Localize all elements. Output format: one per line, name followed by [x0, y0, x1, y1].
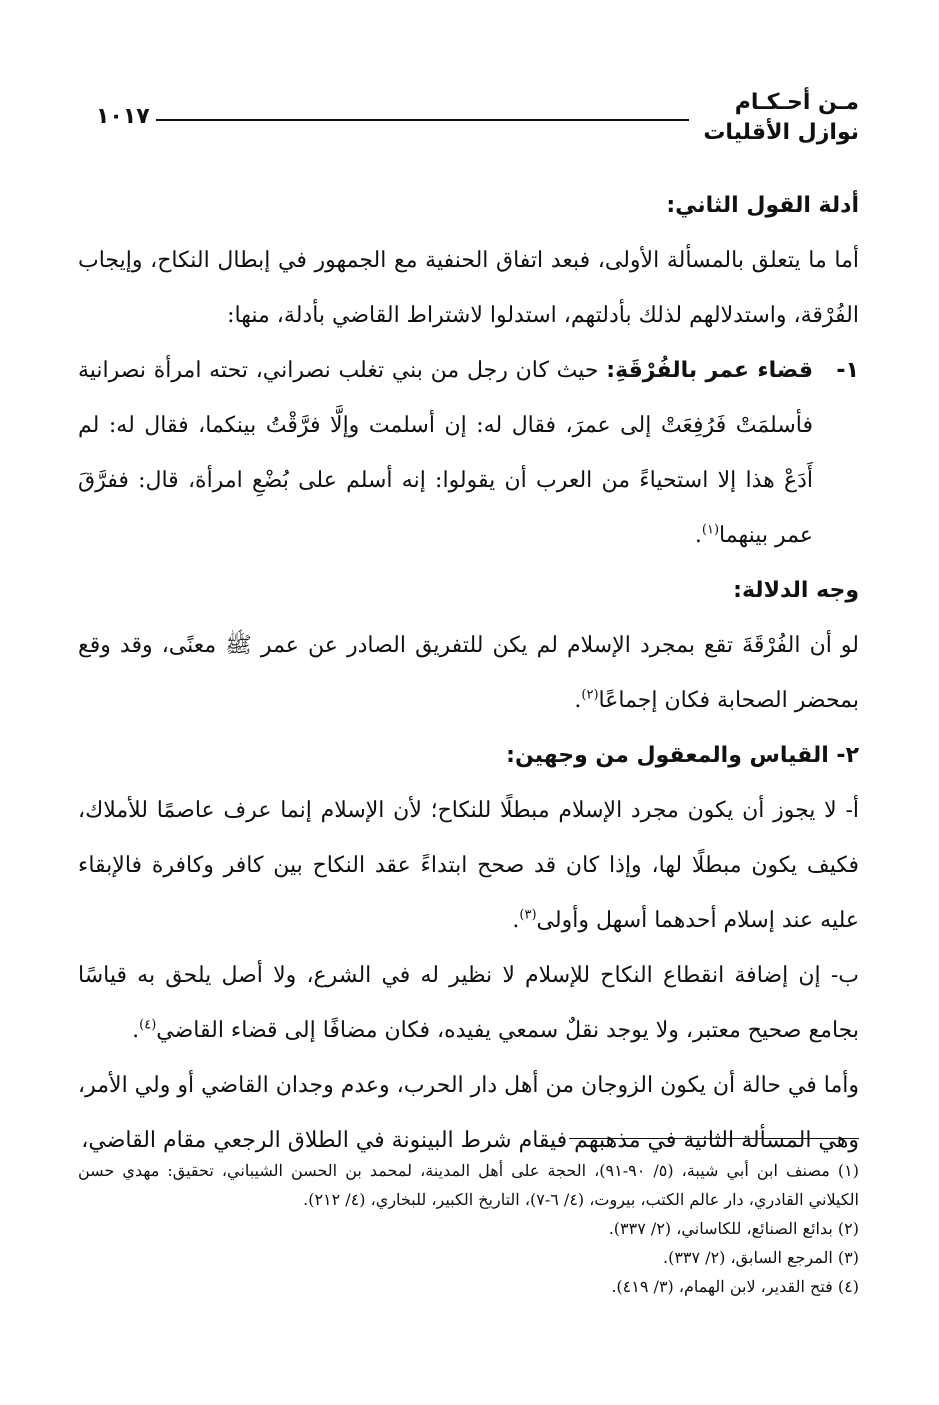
evidence-item: ١- قضاء عمر بالفُرْقَةِ: حيث كان رجل من بني تغلب نصراني، تحته امرأة نصرانية فأسلمَتْ فَرُفِعَتْ إلى عمرَ، فقال له: إن أسلمت وإلَّا فرَّقْتُ بينكما، فقال له: لم أَدَعْ هذا إلا استحياءً من العرب أن يقولوا: إنه أسلم على بُضْعِ امرأة، قال: ففرَّقَ عمر بينهما$^{(١)}$.: [78, 343, 859, 563]
paragraph-text: ب- إن إضافة انقطاع النكاح للإسلام لا نظير له في الشرع، ولا أصل يلحق به قياسًا بجامع صحيح معتبر، ولا يوجد نقلٌ سمعي يفيده، فكان مضافًا إلى قضاء القاضي: [78, 963, 859, 1043]
footnote: (٣) المرجع السابق، (٢/ ٣٣٧).: [662, 1248, 859, 1267]
header-rule: [156, 119, 689, 121]
footnotes: [78, 1156, 859, 1301]
paragraph-text: أ- لا يجوز أن يكون مجرد الإسلام مبطلًا للنكاح؛ لأن الإسلام إنما عرف عاصمًا للأملاك، فكيف يكون مبطلًا لها، وإذا كان قد صحح ابتداءً عقد النكاح بين كافر وكافرة فالإبقاء عليه عند إسلام أحدهما أسهل وأولى: [78, 798, 859, 933]
footnote: (٢) بدائع الصنائع، للكاساني، (٢/ ٣٣٧).: [608, 1219, 859, 1238]
book-title-line-1: مـن أحـكـام: [734, 90, 859, 115]
book-title-line-2: نوازل الأقليات: [703, 120, 859, 145]
paragraph-text: لو أن الفُرْقَةَ تقع بمجرد الإسلام لم يكن للتفريق الصادر عن عمر ﷺ معنًى، وقد وقع بمحضر الصحابة فكان إجماعًا: [78, 633, 859, 713]
item-text: حيث كان رجل من بني تغلب نصراني، تحته امرأة نصرانية فأسلمَتْ فَرُفِعَتْ إلى عمرَ، فقال له: إن أسلمت وإلَّا فرَّقْتُ بينكما، فقال له: لم أَدَعْ هذا إلا استحياءً من العرب أن يقولوا: إنه أسلم على بُضْعِ امرأة، قال: ففرَّقَ عمر بينهما: [78, 358, 813, 548]
book-title: [703, 88, 859, 148]
footnote-ref: (٢): [581, 687, 599, 703]
section-heading: وجه الدلالة:: [733, 578, 859, 603]
footnote: (٤) فتح القدير، لابن الهمام، (٣/ ٤١٩).: [611, 1277, 859, 1296]
footnote-ref: (٤): [139, 1017, 157, 1033]
paragraph: أما ما يتعلق بالمسألة الأولى، فبعد اتفاق الحنفية مع الجمهور في إبطال النكاح، وإيجاب الفُرْقة، واستدلالهم لذلك بأدلتهم، استدلوا لاشتراط القاضي بأدلة، منها:: [78, 248, 859, 328]
paragraph: أ- لا يجوز أن يكون مجرد الإسلام مبطلًا للنكاح؛ لأن الإسلام إنما عرف عاصمًا للأملاك، فكيف يكون مبطلًا لها، وإذا كان قد صحح ابتداءً عقد النكاح بين كافر وكافرة فالإبقاء عليه عند إسلام أحدهما أسهل وأولى$^{(٣)}$.: [78, 798, 859, 933]
item-number: ١-: [836, 358, 859, 383]
page-number: ١٠١٧: [96, 104, 150, 129]
paragraph: وأما في حالة أن يكون الزوجان من أهل دار الحرب، وعدم وجدان القاضي أو ولي الأمر، وهي المسألة الثانية في مذهبهم فيقام شرط البينونة في الطلاق الرجعي مقام القاضي،: [78, 1073, 859, 1153]
paragraph: لو أن الفُرْقَةَ تقع بمجرد الإسلام لم يكن للتفريق الصادر عن عمر ﷺ معنًى، وقد وقع بمحضر الصحابة فكان إجماعًا$^{(٢)}$.: [78, 633, 859, 713]
section-heading: ٢- القياس والمعقول من وجهين:: [506, 743, 859, 768]
paragraph: ب- إن إضافة انقطاع النكاح للإسلام لا نظير له في الشرع، ولا أصل يلحق به قياسًا بجامع صحيح معتبر، ولا يوجد نقلٌ سمعي يفيده، فكان مضافًا إلى قضاء القاضي$^{(٤)}$.: [78, 963, 859, 1043]
section-heading: أدلة القول الثاني:: [666, 193, 859, 218]
footnote-separator: [569, 1138, 859, 1139]
footnote-ref: (٣): [519, 907, 537, 923]
item-title: قضاء عمر بالفُرْقَةِ:: [606, 358, 813, 383]
footnote-ref: (١): [701, 522, 720, 538]
running-header: [96, 88, 859, 158]
footnote: (١) مصنف ابن أبي شيبة، (٥/ ٩٠-٩١)، الحجة على أهل المدينة، لمحمد بن الحسن الشيباني، تحقيق: مهدي حسن الكيلاني القادري، دار عالم الكتب، بيروت، (٤/ ٦-٧)، التاريخ الكبير، للبخاري، (٤/ ٢١٢).: [78, 1161, 859, 1209]
main-text: [78, 178, 859, 1168]
